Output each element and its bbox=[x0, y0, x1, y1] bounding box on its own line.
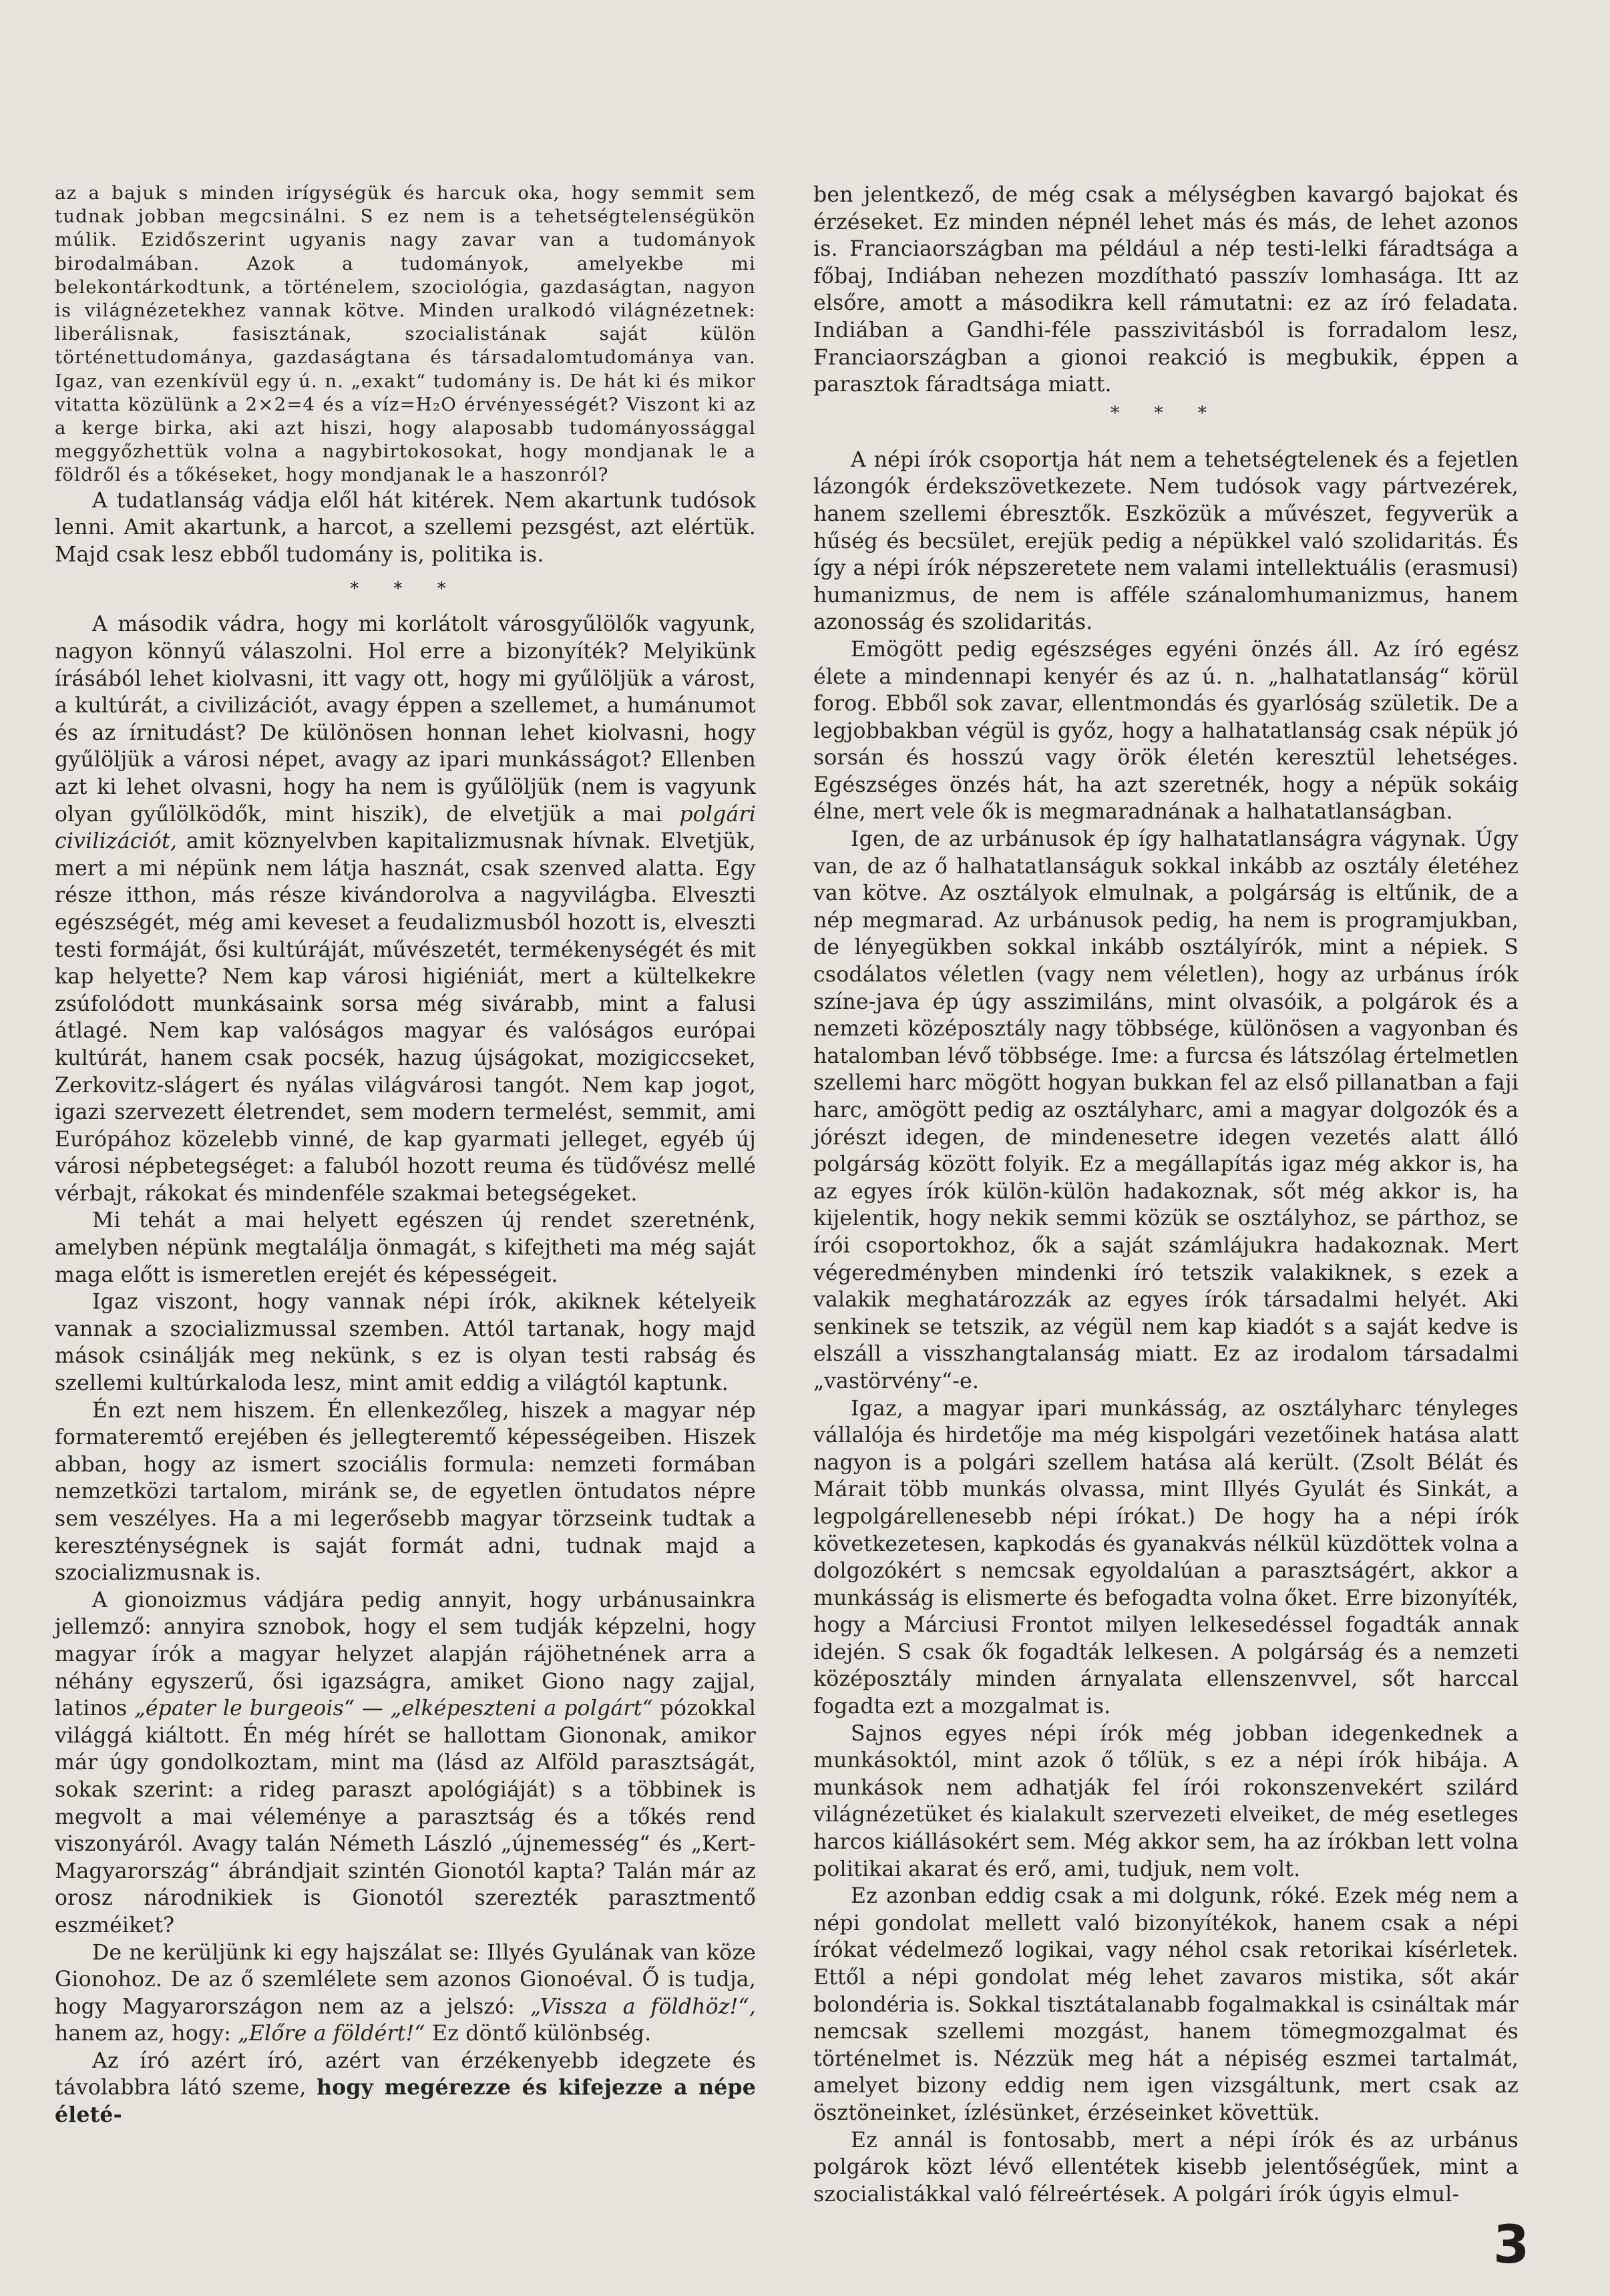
paragraph: A népi írók csoportja hát nem a tehetségtelenek és a fejetlen lázongók érdekszövetkezete. Nem tudósok vagy pártvezérek, hanem szellemi ébresztők. Eszközük a művészet, fegyverük a hűség és becsület, erejük pedig a népükkel való szolidaritás. És így a népi írók népszeretete nem valami intellektuális (erasmusi) humanizmus, de nem is afféle szánalomhumanizmus, hanem azonosság és szolidaritás. bbox=[813, 447, 1519, 635]
paragraph-text: A második vádra, hogy mi korlátolt városgyűlölők vagyunk, nagyon könnyű válaszolni. Hol erre a bizonyíték? Melyikünk írásából lehet kiolvasni, itt vagy ott, hogy mi gyűlöljük a várost, a kultúrát, a civilizációt, avagy éppen a szellemet, a humánumot és az írnitudást? De különösen honnan lehet kiolvasni, hogy gyűlöljük a városi népet, avagy az ipari munkásságot? Ellenben azt ki lehet olvasni, hogy ha nem is gyűlöljük (nem is vagyunk olyan gyűlölködők, mint hiszik), de elvetjük a mai bbox=[55, 612, 756, 827]
paragraph-text-bold: hogy megérezze és kifejezze a népe életé- bbox=[55, 2075, 756, 2128]
italic-phrase: „Vissza a földhöz!“, bbox=[530, 1994, 756, 2019]
paragraph: ben jelentkező, de még csak a mélységben kavargó bajokat és érzéseket. Ez minden népnél lehet más és más, de lehet azonos is. Franciaországban ma például a nép testi-lelki fáradtsága a főbaj, Indiában nehezen mozdítható passzív lomhasága. Itt az elsőre, amott a másodikra kell rámutatni: ez az író feladata. Indiában a Gandhi-féle passzivitásból is forradalom lesz, Franciaországban a gionoi reakció is megbukik, éppen a parasztok fáradtsága miatt. bbox=[813, 183, 1519, 397]
paragraph bbox=[55, 1939, 756, 2048]
paragraph: az a bajuk s minden irígységük és harcuk oka, hogy semmit sem tudnak jobban megcsinálni. S ez nem is a tehetségtelenségükön múlik. Ezidőszerint ugyanis nagy zavar van a tudományok birodalmában. Azok a tudományok, amelyekbe mi belekontárkodtunk, a történelem, szociológia, gazdaságtan, nagyon is világnézetekhez vannak kötve. Minden uralkodó világnézetnek: liberálisnak, fasisztának, szocialistának saját külön történettudománya, gazdaságtana és társadalomtudománya van. Igaz, van ezenkívül egy ú. n. „exakt“ tudomány is. De hát ki és mikor vitatta közülünk a 2×2=4 és a víz=H₂O érvényességét? Viszont ki az a kerge birka, aki azt hiszi, hogy alaposabb tudományossággal meggyőzhettük volna a nagybirtokosokat, hogy mondjanak le a földről és a tőkéseket, hogy mondjanak le a haszonról? bbox=[55, 182, 756, 486]
page-number: 3 bbox=[1493, 2215, 1530, 2275]
paragraph-text: De ne kerüljünk ki egy hajszálat se: Illyés Gyulának van köze Gionohoz. De az ő szemlélete sem azonos Gionoéval. Ő is tudja, hogy Magyarországon nem az a jelszó: bbox=[55, 1940, 756, 2019]
italic-phrase: „épater le burgeois“ bbox=[134, 1696, 355, 1721]
section-divider-stars: * * * bbox=[1111, 403, 1221, 423]
paragraph-text: Ez döntő különbség. bbox=[432, 2022, 652, 2046]
paragraph: Ez azonban eddig csak a mi dolgunk, róké. Ezek még nem a népi gondolat mellett való bizonyítékok, hanem csak a népi írókat védelmező logikai, vagy néhol csak retorikai kísérletek. Ettől a népi gondolat még lehet zavaros mistika, sőt akár bolondéria is. Sokkal tisztátalanabb fogalmakkal is csináltak már nemcsak szellemi mozgást, hanem tömegmozgalmat és történelmet is. Nézzük meg hát a népiség eszmei tartalmát, amelyet bizony eddig nem igen vizsgáltunk, mert csak az ösztöneinket, ízlésünket, érzéseinket követtük. bbox=[813, 1884, 1519, 2125]
italic-phrase: „elképeszteni a polgárt“ bbox=[390, 1696, 653, 1721]
left-column bbox=[55, 182, 756, 2129]
paragraph bbox=[55, 1587, 756, 1939]
section-divider-stars: * * * bbox=[350, 579, 461, 600]
paragraph: A tudatlanság vádja elől hát kitérek. Nem akartunk tudósok lenni. Amit akartunk, a harcot, a szellemi pezsgést, azt elértük. Majd csak lesz ebből tudomány is, politika is. bbox=[55, 488, 756, 567]
paragraph-text: A gionoizmus vádjára pedig annyit, hogy urbánusainkra jellemző: annyira sznobok, hogy el sem tudják képzelni, hogy magyar írók a magyar helyzet alapján rájöhetnének arra a néhány egyszerű, ősi igazságra, amiket Giono nagy zajjal, latinos bbox=[55, 1588, 756, 1721]
paragraph-text: — bbox=[362, 1696, 383, 1721]
paragraph: Sajnos egyes népi írók még jobban idegenkednek a munkásoktól, mint azok ő tőlük, s ez a népi írók hibája. A munkások nem adhatják fel írói rokonszenvekért szilárd világnézetüket és kialakult szervezeti elveiket, de még esetleges harcos kiállásokért sem. Még akkor sem, ha az írókban lett volna politikai akarat és erő, ami, tudjuk, nem volt. bbox=[813, 1721, 1519, 1881]
paragraph: Igaz viszont, hogy vannak népi írók, akiknek kételyeik vannak a szocializmussal szemben. Attól tartanak, hogy majd mások csinálják meg nekünk, s ez is olyan testi rabság és szellemi kultúrkaloda lesz, mint amit eddig a világtól kaptunk. bbox=[55, 1290, 756, 1396]
paragraph: Igaz, a magyar ipari munkásság, az osztályharc tényleges vállalója és hirdetője ma még kispolgári vezetőinek hatása alatt nagyon is a polgári szellem hatása alá került. (Zsolt Bélát és Márait több munkás olvassa, mint Illyés Gyulát és Sinkát, a legpolgárellenesebb népi írókat.) De hogy ha a népi írók következetesen, kapkodás és gyanakvás nélkül küzdöttek volna a dolgozókért s nemcsak egyoldalúan a parasztságért, akkor a munkásság is elismerte és befogadta volna őket. Erre bizonyíték, hogy a Márciusi Frontot milyen lelkesedéssel fogadták annak idején. S csak ők fogadták lelkesen. A polgárság és a nemzeti középosztály minden árnyalata ellenszenvvel, sőt harccal fogadta ezt a mozgalmat is. bbox=[813, 1396, 1519, 1719]
paragraph-text: Az író azért író, azért van érzékenyebb idegzete és távolabbra látó szeme, bbox=[55, 2048, 756, 2100]
paragraph-text: pózokkal világgá kiáltott. Én még hírét se hallottam Giononak, amikor már úgy gondolkoztam, mint ma (lásd az Alföld parasztságát, sokak szerint: a rideg paraszt apológiáját) s a többinek is megvolt a mai véleménye a parasztság és a tőkés rend viszonyáról. Avagy talán Németh László „újnemesség“ és „Kert-Magyarország“ ábrándjait szintén Gionotól kapta? Talán már az orosz národnikiek is Gionotól szerezték parasztmentő eszméiket? bbox=[55, 1696, 756, 1937]
right-column bbox=[813, 182, 1519, 2208]
paragraph bbox=[55, 2048, 756, 2129]
paragraph bbox=[55, 611, 756, 1207]
italic-phrase: polgári civilizációt, bbox=[55, 802, 756, 854]
paragraph-text: amit köznyelvben kapitalizmusnak hívnak. Elvetjük, mert a mi népünk nem látja hasznát, csak szenved alatta. Egy része itthon, más része kivándorolva a nagyvilágba. Elveszti egészségét, még ami keveset a feudalizmusból hozott is, elveszti testi formáját, ősi kultúráját, művészetét, termékenységét és mit kap helyette? Nem kap városi higiéniát, mert a kültelkekre zsúfolódott munkásaink sorsa még sivárabb, mint a falusi átlagé. Nem kap valóságos magyar és valóságos európai kultúrát, hanem csak pocsék, hazug újságokat, mozigiccseket, Zerkovitz-slágert és nyálas világvárosi tangót. Nem kap jogot, igazi szervezett életrendet, sem modern termelést, semmit, ami Európához közelebb vinné, de kap gyarmati jelleget, egyéb új városi népbetegséget: a faluból hozott reuma és tüdővész mellé vérbajt, rákokat és mindenféle szakmai betegségeket. bbox=[55, 829, 756, 1206]
italic-phrase: „Előre a földért!“ bbox=[238, 2022, 425, 2046]
paragraph: Igen, de az urbánusok ép így halhatatlanságra vágynak. Úgy van, de az ő halhatatlanságuk sokkal inkább az osztály életéhez van kötve. Az osztályok elmulnak, a polgárság is eltűnik, de a nép megmarad. Az urbánusok pedig, ha nem is programjukban, de lényegükben sokkal inkább osztályírók, mint a népiek. S csodálatos véletlen (vagy nem véletlen), hogy az urbánus írók színe-java ép úgy asszimiláns, mint olvasóik, a polgárok és a nemzeti középosztály nagy többsége, különösen a vagyonban és hatalomban lévő többsége. Ime: a furcsa és látszólag értelmetlen szellemi harc mögött hogyan bukkan fel az első pillanatban a faji harc, amögött pedig az osztályharc, ami a magyar dolgozók és a jórészt idegen, de mindenesetre idegen vezetés alatt álló polgárság között folyik. Ez a megállapítás igaz még akkor is, ha az egyes írók külön-külön hadakoznak, sőt még akkor is, ha kijelentik, hogy nekik semmi közük se osztályhoz, se párthoz, se írói csoportokhoz, ők a saját számlájukra hadakoznak. Mert végeredményben mindenki író tetszik valakiknek, s ezek a valakik meghatározzák az egyes írók társadalmi helyét. Aki senkinek se tetszik, az végül nem kap kiadót s a saját kedve is elszáll a visszhangtalanság miatt. Ez az irodalom társadalmi „vastörvény“-e. bbox=[813, 827, 1519, 1393]
paragraph-text: hanem az, hogy: bbox=[55, 2022, 232, 2046]
paragraph: Ez annál is fontosabb, mert a népi írók és az urbánus polgárok közt lévő ellentétek kisebb jelentőségűek, mint a szocialistákkal való félreértések. A polgári írók úgyis elmul- bbox=[813, 2128, 1519, 2207]
paragraph: Mi tehát a mai helyett egészen új rendet szeretnénk, amelyben népünk megtalálja önmagát, s kifejtheti ma még saját maga előtt is ismeretlen erejét és képességeit. bbox=[55, 1208, 756, 1287]
paragraph: Én ezt nem hiszem. Én ellenkezőleg, hiszek a magyar nép formateremtő erejében és jellegteremtő képességeiben. Hiszek abban, hogy az ismert szociális formula: nemzeti formában nemzetközi tartalom, miránk se, de egyetlen öntudatos népre sem veszélyes. Ha a mi legerősebb magyar törzseink tudtak a kereszténységnek is saját formát adni, tudnak majd a szocializmusnak is. bbox=[55, 1398, 756, 1586]
paragraph: Emögött pedig egészséges egyéni önzés áll. Az író egész élete a mindennapi kenyér és az ú. n. „halhatatlanság“ körül forog. Ebből sok zavar, ellentmondás és gyarlóság születik. De a legjobbakban végül is győz, hogy a halhatatlanság csak népük jó sorsán és hosszú vagy örök életén keresztül lehetséges. Egészséges önzés hát, ha azt szeretnék, hogy a népük sokáig élne, mert vele ők is megmaradnának a halhatatlanságban. bbox=[813, 637, 1519, 825]
